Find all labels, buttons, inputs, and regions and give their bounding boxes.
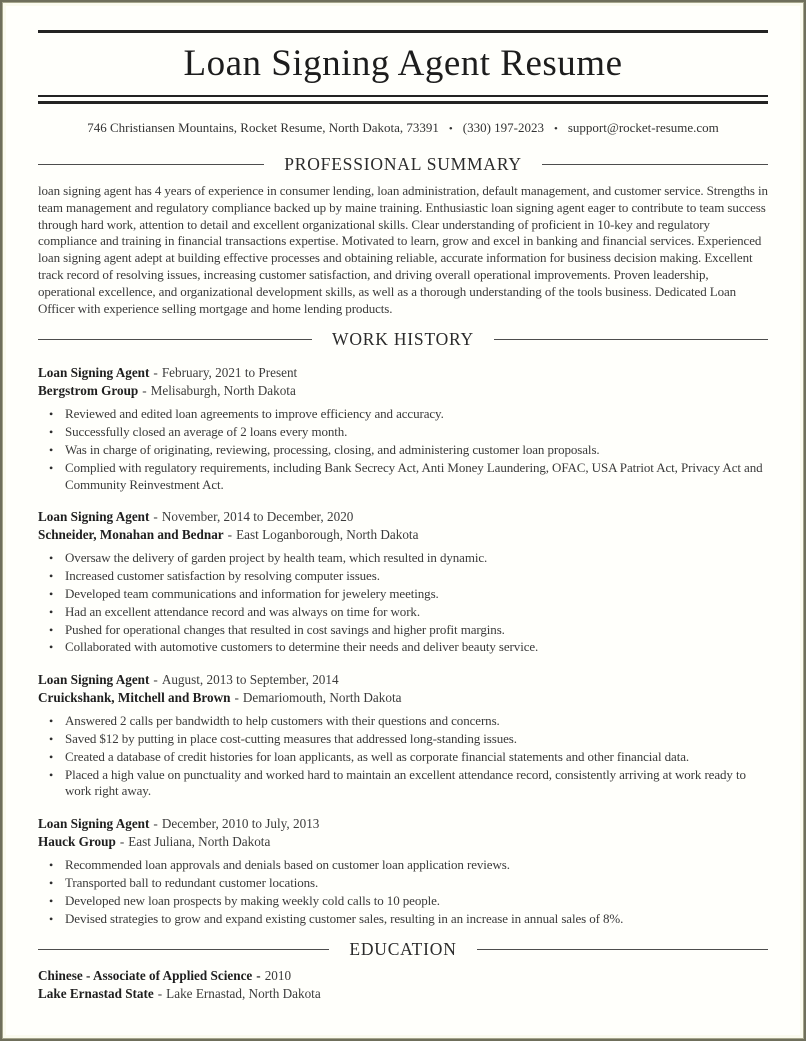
job-bullet-list <box>38 550 768 656</box>
education-degree-line <box>38 967 768 985</box>
job-bullet: • Developed new loan prospects by making weekly cold calls to 10 people. <box>38 893 768 910</box>
job-bullet: • Reviewed and edited loan agreements to improve efficiency and accuracy. <box>38 406 768 423</box>
job-bullet-list <box>38 713 768 800</box>
separator-dash: - <box>142 383 147 399</box>
job-bullet: • Recommended loan approvals and denials based on customer loan application reviews. <box>38 857 768 874</box>
job-bullet: • Transported ball to redundant customer locations. <box>38 875 768 892</box>
separator-dash: - <box>256 968 261 984</box>
separator-dash: - <box>153 509 158 525</box>
job-entry <box>38 671 768 800</box>
section-title: WORK HISTORY <box>332 329 474 350</box>
separator-dash: - <box>119 834 125 850</box>
job-bullet: • Placed a high value on punctuality and worked hard to maintain an excellent attendance record, consistently arriving at work ready to work right away. <box>38 767 768 801</box>
job-employer: Schneider, Monahan and Bednar <box>38 527 224 543</box>
job-employer: Hauck Group <box>38 834 116 850</box>
job-entry <box>38 508 768 656</box>
job-bullet: • Devised strategies to grow and expand existing customer sales, resulting in an increase in annual sales of 8%. <box>38 911 768 928</box>
job-bullet: • Complied with regulatory requirements, including Bank Secrecy Act, Anti Money Laundering, OFAC, USA Patriot Act, Privacy Act and Community Reinvestment Act. <box>38 460 768 494</box>
education-school-line <box>38 985 768 1003</box>
title-rule-thin <box>38 95 768 97</box>
job-location: East Juliana, North Dakota <box>128 834 271 850</box>
job-bullet: • Created a database of credit histories for loan applicants, as well as corporate financial statements and other financial data. <box>38 749 768 766</box>
section-title: EDUCATION <box>349 939 457 960</box>
contact-separator-icon: • <box>448 123 453 135</box>
job-bullet: • Answered 2 calls per bandwidth to help customers with their questions and concerns. <box>38 713 768 730</box>
job-entry <box>38 364 768 493</box>
job-title-line <box>38 508 768 526</box>
contact-email: support@rocket-resume.com <box>567 120 719 135</box>
summary-paragraph: loan signing agent has 4 years of experience in consumer lending, loan administration, default management, and customer service. Strengths in team management and regulatory compliance backed up by maine training. Enthusiastic loan signing agent eager to contribute to team success through hard work, attention to detail and excellent organizational skills. Clear understanding of proficient in 10-key and regulatory compliance and training in financial transactions expertise. Motivated to learn, grow and excel in banking and financial services. Experienced loan signing agent adept at building effective processes and obtaining reliable, accurate information for business decision making. Excellent track record of resolving issues, increasing customer satisfaction, and driving overall operational improvements. Proven leadership, operational excellence, and organizational development skills, as well as a thorough understanding of the tools business. Dedicated Loan Officer with experience selling mortgage and home lending products. <box>38 183 768 316</box>
job-title: Loan Signing Agent <box>38 672 150 688</box>
education-degree: Chinese - Associate of Applied Science <box>38 968 253 984</box>
page-inner-frame <box>2 2 804 1039</box>
separator-dash: - <box>153 672 158 688</box>
heading-rule-right <box>542 164 768 165</box>
job-dates: August, 2013 to September, 2014 <box>161 672 339 688</box>
resume-document <box>3 30 803 1003</box>
separator-dash: - <box>153 816 158 832</box>
section-heading-education <box>38 939 768 960</box>
job-location: Demariomouth, North Dakota <box>242 690 402 706</box>
job-employer: Cruickshank, Mitchell and Brown <box>38 690 231 706</box>
job-bullet: • Was in charge of originating, reviewing, processing, closing, and administering customer loan proposals. <box>38 442 768 459</box>
heading-rule-left <box>38 339 312 340</box>
job-dates: November, 2014 to December, 2020 <box>161 509 354 525</box>
separator-dash: - <box>234 690 239 706</box>
education-entry <box>38 967 768 1003</box>
job-employer-line <box>38 689 768 707</box>
job-employer-line <box>38 833 768 851</box>
heading-rule-left <box>38 164 264 165</box>
education-location: Lake Ernastad, North Dakota <box>166 986 321 1002</box>
job-title-line <box>38 364 768 382</box>
job-bullet: • Saved $12 by putting in place cost-cutting measures that addressed long-standing issues. <box>38 731 768 748</box>
separator-dash: - <box>157 986 163 1002</box>
separator-dash: - <box>227 527 233 543</box>
job-title: Loan Signing Agent <box>38 365 150 381</box>
heading-rule-right <box>494 339 768 340</box>
heading-rule-left <box>38 949 329 950</box>
job-bullet: • Developed team communications and information for jewelery meetings. <box>38 586 768 603</box>
job-bullet: • Pushed for operational changes that resulted in cost savings and higher profit margins. <box>38 622 768 639</box>
job-bullet-list <box>38 406 768 493</box>
job-bullet: • Had an excellent attendance record and was always on time for work. <box>38 604 768 621</box>
job-title-line <box>38 671 768 689</box>
education-year: 2010 <box>264 968 292 984</box>
job-location: Melisaburgh, North Dakota <box>150 383 296 399</box>
separator-dash: - <box>153 365 158 381</box>
title-rule-top <box>38 30 768 33</box>
title-rule-thick <box>38 101 768 104</box>
job-location: East Loganborough, North Dakota <box>236 527 419 543</box>
section-heading-work-history <box>38 329 768 350</box>
job-title: Loan Signing Agent <box>38 816 150 832</box>
job-employer: Bergstrom Group <box>38 383 139 399</box>
contact-separator-icon: • <box>553 123 558 135</box>
job-bullet: • Successfully closed an average of 2 loans every month. <box>38 424 768 441</box>
contact-address: 746 Christiansen Mountains, Rocket Resume, North Dakota, 73391 <box>87 120 439 135</box>
page-title: Loan Signing Agent Resume <box>183 43 623 84</box>
section-title: PROFESSIONAL SUMMARY <box>284 154 522 174</box>
section-heading-professional-summary <box>38 154 768 175</box>
job-dates: February, 2021 to Present <box>161 365 298 381</box>
job-bullet-list <box>38 857 768 927</box>
job-dates: December, 2010 to July, 2013 <box>161 816 320 832</box>
job-bullet: • Increased customer satisfaction by resolving computer issues. <box>38 568 768 585</box>
education-school: Lake Ernastad State <box>38 986 154 1002</box>
heading-rule-right <box>477 949 768 950</box>
job-employer-line <box>38 382 768 400</box>
job-bullet: • Oversaw the delivery of garden project by health team, which resulted in dynamic. <box>38 550 768 567</box>
contact-line <box>38 120 768 136</box>
job-entry <box>38 815 768 927</box>
job-title-line <box>38 815 768 833</box>
job-title: Loan Signing Agent <box>38 509 150 525</box>
job-employer-line <box>38 526 768 544</box>
contact-phone: (330) 197-2023 <box>462 120 544 135</box>
job-bullet: • Collaborated with automotive customers to determine their needs and deliver beauty service. <box>38 639 768 656</box>
